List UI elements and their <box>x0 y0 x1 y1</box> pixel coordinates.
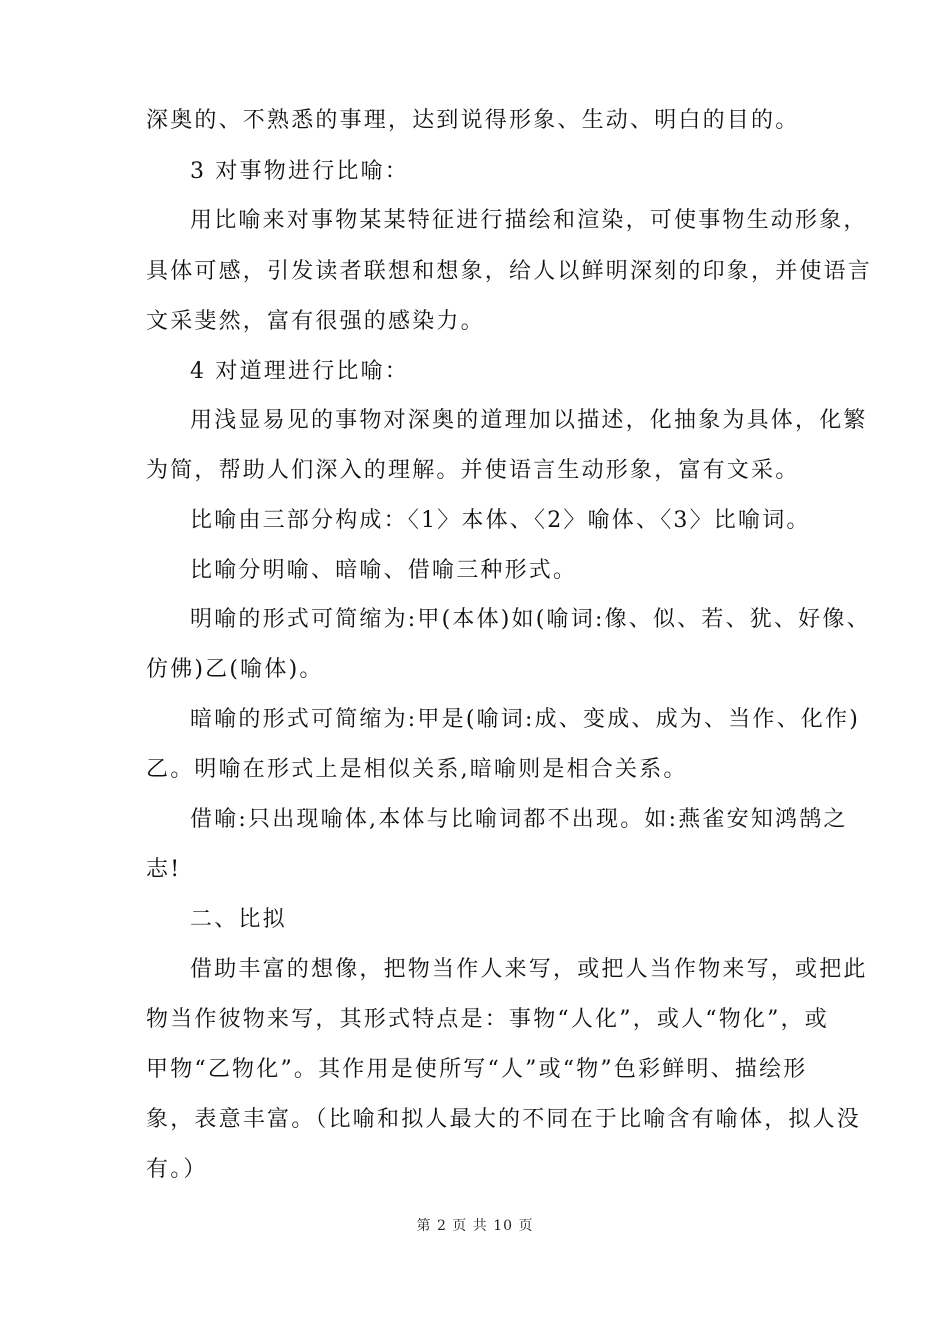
paragraph-line: 甲物“乙物化”。其作用是使所写“人”或“物”色彩鲜明、描绘形 <box>146 1057 808 1082</box>
paragraph-line: 具体可感，引发读者联想和想象，给人以鲜明深刻的印象，并使语言 <box>146 259 873 284</box>
paragraph-line: 借喻:只出现喻体,本体与比喻词都不出现。如:燕雀安知鸿鹄之 <box>190 807 848 832</box>
paragraph-line: 象，表意丰富。（比喻和拟人最大的不同在于比喻含有喻体，拟人没 <box>146 1107 862 1132</box>
paragraph-line: 用比喻来对事物某某特征进行描绘和渲染，可使事物生动形象， <box>190 208 868 233</box>
paragraph-line: 明喻的形式可简缩为:甲(本体)如(喻词:像、似、若、犹、好像、 <box>190 607 871 632</box>
section-heading-3: 3 对事物进行比喻： <box>190 159 409 184</box>
paragraph-line: 借助丰富的想像，把物当作人来写，或把人当作物来写，或把此 <box>190 957 868 982</box>
paragraph-line: 暗喻的形式可简缩为:甲是(喻词:成、变成、成为、当作、化作) <box>190 707 860 732</box>
paragraph-line: 物当作彼物来写，其形式特点是：事物“人化”，或人“物化”，或 <box>146 1007 829 1032</box>
paragraph-line: 仿佛)乙(喻体)。 <box>146 657 324 682</box>
section-heading-bini: 二、比拟 <box>190 907 287 932</box>
section-heading-4: 4 对道理进行比喻： <box>190 359 409 384</box>
paragraph-line: 乙。明喻在形式上是相似关系,暗喻则是相合关系。 <box>146 757 688 782</box>
paragraph-line: 志! <box>146 857 182 882</box>
paragraph-line: 深奥的、不熟悉的事理，达到说得形象、生动、明白的目的。 <box>146 108 800 133</box>
paragraph-line: 比喻分明喻、暗喻、借喻三种形式。 <box>190 558 578 583</box>
paragraph-line: 有。） <box>146 1157 208 1182</box>
page-number-footer: 第 2 页 共 10 页 <box>416 1218 534 1234</box>
paragraph-line: 比喻由三部分构成：〈1〉本体、〈2〉喻体、〈3〉比喻词。 <box>190 508 811 533</box>
paragraph-line: 用浅显易见的事物对深奥的道理加以描述，化抽象为具体，化繁 <box>190 408 868 433</box>
paragraph-line: 文采斐然，富有很强的感染力。 <box>146 309 485 334</box>
paragraph-line: 为简，帮助人们深入的理解。并使语言生动形象，富有文采。 <box>146 458 800 483</box>
